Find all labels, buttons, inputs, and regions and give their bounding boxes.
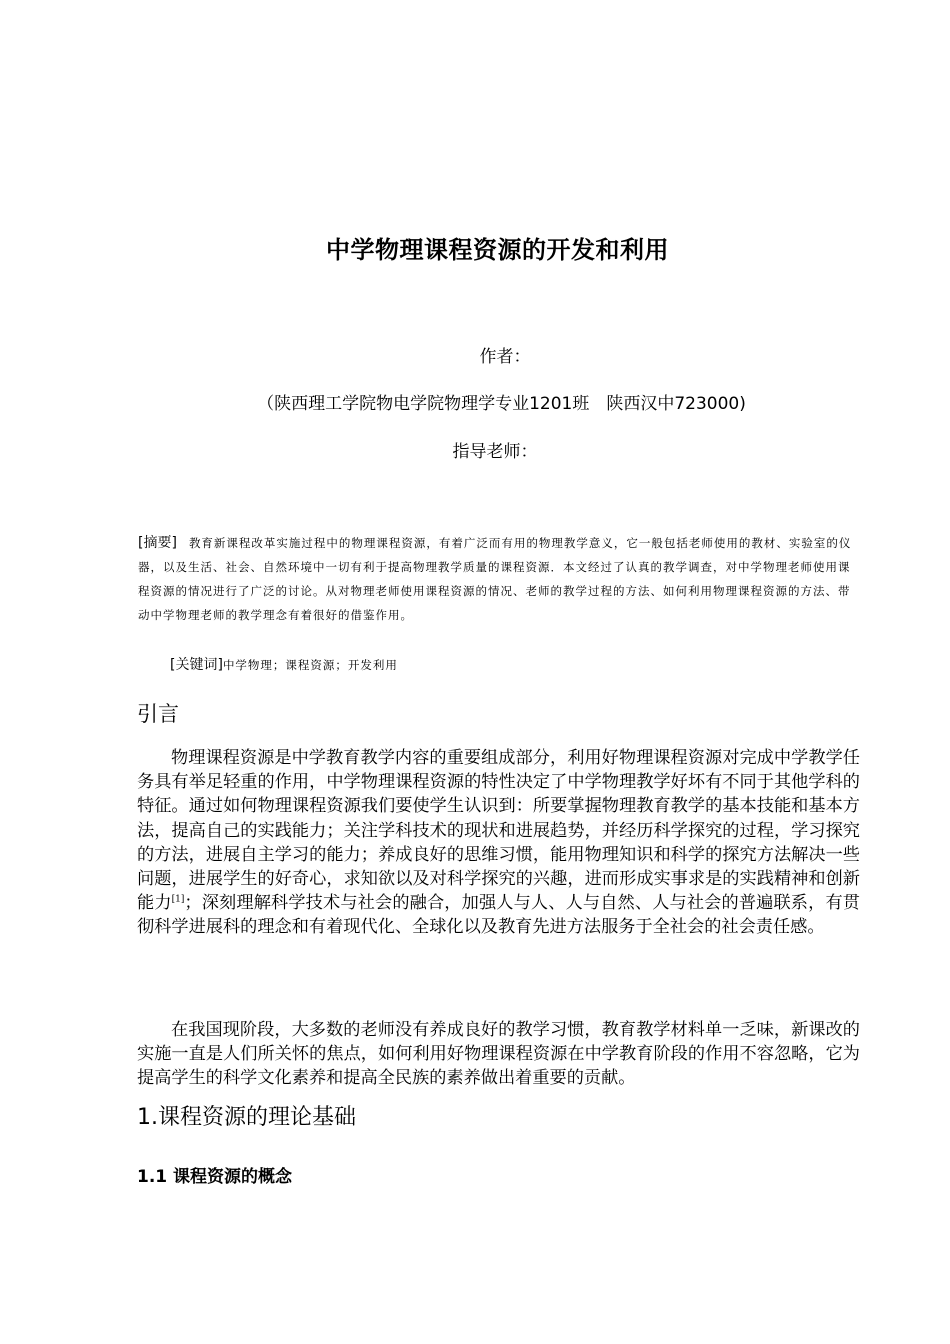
section-1-1-heading: 1.1 课程资源的概念 [137,1167,293,1187]
intro-paragraph-1-part-a: 物理课程资源是中学教育教学内容的重要组成部分，利用好物理课程资源对完成中学教学任务具有举足轻重的作用，中学物理课程资源的特性决定了中学物理教学好坏有不同于其他学科的特征。通过如何物理课程资源我们要使学生认识到：所要掌握物理教育教学的基本技能和基本方法，提高自己的实践能力；关注学科技术的现状和进展趋势，并经历科学探究的过程，学习探究的方法，进展自主学习的能力；养成良好的思维习惯，能用物理知识和科学的探究方法解决一些问题，进展学生的好奇心，求知欲以及对科学探究的兴趣，进而形成实事求是的实践精神和创新能力 [137,748,860,914]
advisor-label: 指导老师： [452,442,538,462]
intro-heading: 引言 [137,702,179,726]
keywords [170,654,870,674]
intro-paragraph-1 [137,746,860,940]
keywords-label: [关键词] [170,657,223,673]
abstract [138,531,858,627]
affiliation: （陕西理工学院物电学院物理学专业1201班 陕西汉中723000) [257,394,746,414]
paper-title: 中学物理课程资源的开发和利用 [326,236,669,264]
citation-1[interactable]: [1] [171,894,185,905]
author-label: 作者： [479,347,531,367]
intro-paragraph-1-part-b: ；深刻理解科学技术与社会的融合，加强人与人、人与自然、人与社会的普遍联系，有贯彻科学进展科的理念和有着现代化、全球化以及教育先进方法服务于全社会的社会责任感。 [137,893,860,938]
intro-paragraph-2: 在我国现阶段，大多数的老师没有养成良好的教学习惯，教育教学材料单一乏味，新课改的实施一直是人们所关怀的焦点，如何利用好物理课程资源在中学教育阶段的作用不容忽略，它为提高学生的科学文化素养和提高全民族的素养做出着重要的贡献。 [137,1020,860,1089]
abstract-label: [摘要] [138,535,177,551]
keywords-text: 中学物理；课程资源；开发利用 [222,658,398,672]
section-1-heading: 1.课程资源的理论基础 [137,1105,356,1130]
abstract-text: 教育新课程改革实施过程中的物理课程资源，有着广泛而有用的物理教学意义，它一般包括老师使用的教材、实验室的仪器，以及生活、社会、自然环境中一切有利于提高物理教学质量的课程资源．本文经过了认真的教学调查，对中学物理老师使用课程资源的情况进行了广泛的讨论。从对物理老师使用课程资源的情况、老师的教学过程的方法、如何利用物理课程资源的方法、带动中学物理老师的教学理念有着很好的借鉴作用。 [138,536,852,622]
